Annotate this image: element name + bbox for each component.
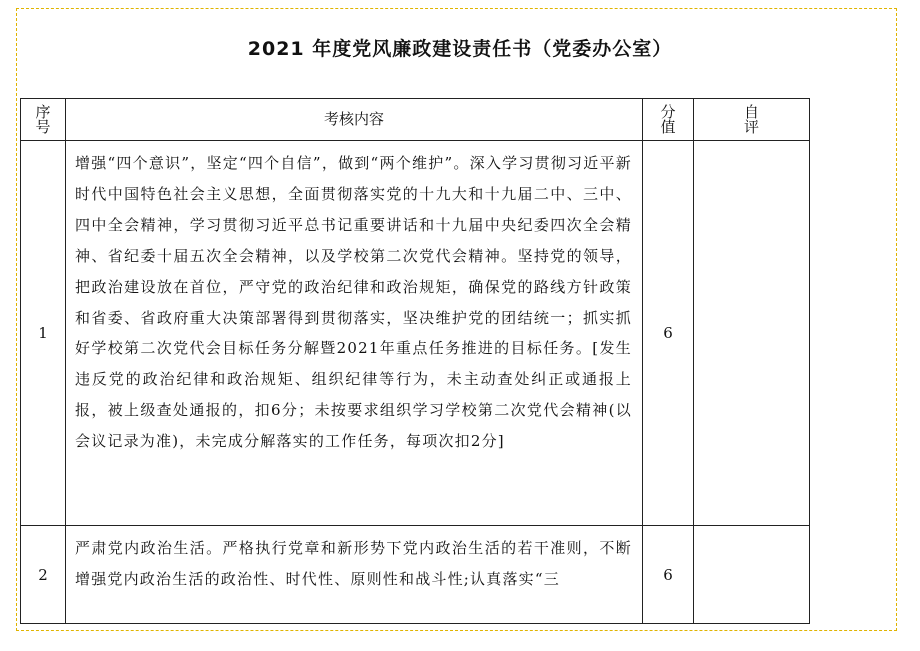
header-number-line2: 号 bbox=[35, 117, 51, 136]
header-self-line2: 评 bbox=[743, 117, 759, 136]
header-content: 考核内容 bbox=[66, 99, 643, 141]
document-title: 2021 年度党风廉政建设责任书（党委办公室） bbox=[247, 38, 673, 60]
header-score-line2: 值 bbox=[660, 117, 676, 136]
table-header-row bbox=[21, 99, 810, 141]
header-number-line1: 序 bbox=[35, 102, 51, 121]
row-number: 1 bbox=[21, 141, 66, 526]
header-score bbox=[643, 99, 694, 141]
table-row bbox=[21, 141, 810, 526]
row-score: 6 bbox=[643, 526, 694, 624]
row-self-eval[interactable] bbox=[694, 141, 810, 526]
table-row bbox=[21, 526, 810, 624]
row-self-eval[interactable] bbox=[694, 526, 810, 624]
row-content: 增强“四个意识”，坚定“四个自信”，做到“两个维护”。深入学习贯彻习近平新时代中国特色社会主义思想，全面贯彻落实党的十九大和十九届二中、三中、四中全会精神，学习贯彻习近平总书记重要讲话和十九届中央纪委四次全会精神、省纪委十届五次全会精神，以及学校第二次党代会精神。坚持党的领导，把政治建设放在首位，严守党的政治纪律和政治规矩，确保党的路线方针政策和省委、省政府重大决策部署得到贯彻落实，坚决维护党的团结统一；抓实抓好学校第二次党代会目标任务分解暨2021年重点任务推进的目标任务。[发生违反党的政治纪律和政治规矩、组织纪律等行为，未主动查处纠正或通报上报，被上级查处通报的，扣6分；未按要求组织学习学校第二次党代会精神(以会议记录为准)，未完成分解落实的工作任务，每项次扣2分] bbox=[66, 141, 643, 526]
row-score: 6 bbox=[643, 141, 694, 526]
header-self-line1: 自 bbox=[743, 102, 759, 121]
header-self-eval bbox=[694, 99, 810, 141]
row-number: 2 bbox=[21, 526, 66, 624]
row-content: 严肃党内政治生活。严格执行党章和新形势下党内政治生活的若干准则，不断增强党内政治生活的政治性、时代性、原则性和战斗性;认真落实“三 bbox=[66, 526, 643, 624]
header-score-line1: 分 bbox=[660, 102, 676, 121]
header-number bbox=[21, 99, 66, 141]
assessment-table bbox=[20, 98, 810, 624]
